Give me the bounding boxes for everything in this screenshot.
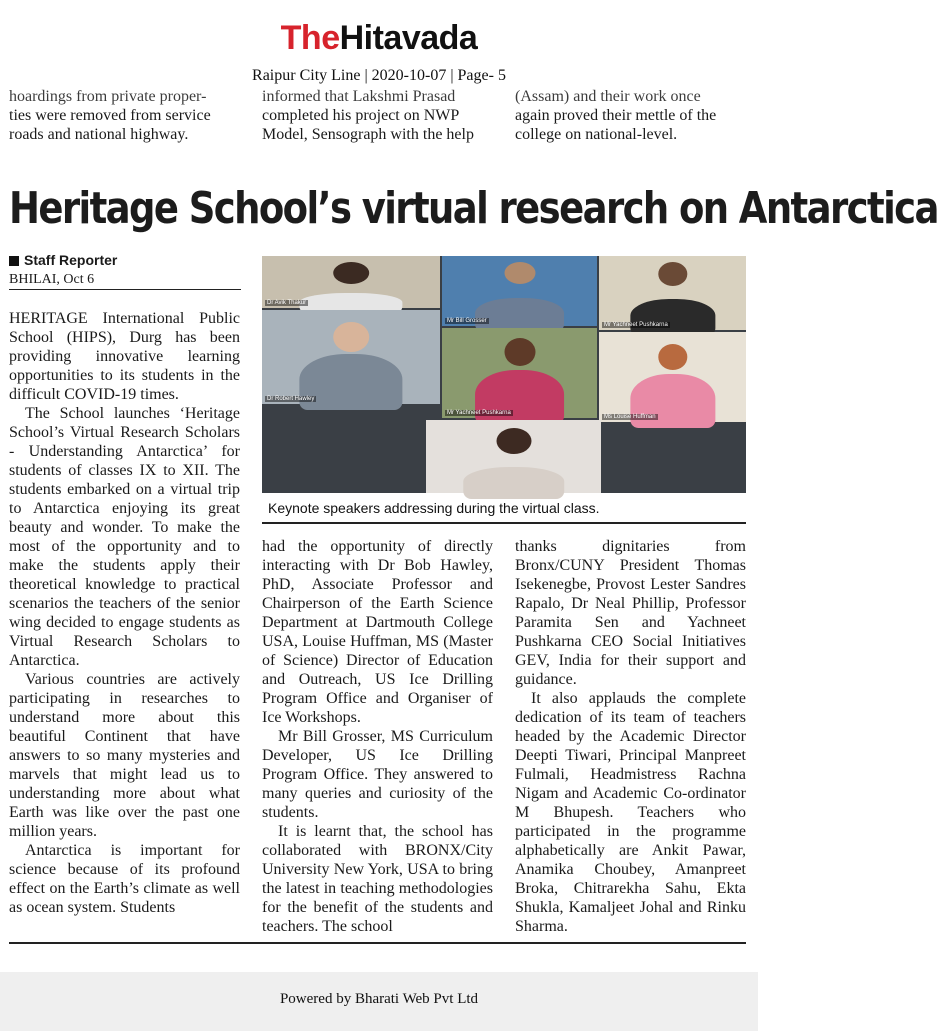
footer-bar: [0, 972, 758, 1031]
article-paragraph: thanks dignitaries from Bronx/CUNY President Thomas Isekenegbe, Provost Lester Sandres Rapalo, Dr Neal Phillip, Professor Paramita Sen and Yachneet Pushkarna CEO Social Initiatives GEV, India for their support and guidance.: [515, 538, 746, 688]
byline-text: Staff Reporter: [24, 252, 118, 268]
participant-body: [463, 467, 565, 499]
byline-square-icon: [9, 256, 19, 266]
previous-col3-line: again proved their mettle of the: [515, 107, 717, 124]
video-tile: [262, 256, 440, 308]
article-photo: [262, 256, 746, 493]
article-headline: Heritage School’s virtual research on Antarctica: [9, 183, 938, 234]
article-column-3: [515, 537, 746, 936]
edition-dateline: Raipur City Line | 2020-10-07 | Page- 5: [252, 67, 506, 84]
previous-col1-line: ties were removed from service: [9, 107, 211, 124]
article-bottom-rule: [9, 942, 746, 944]
masthead-logo: [0, 18, 758, 58]
participant-label: Mr Bill Grosser: [447, 318, 487, 324]
video-tile: [426, 420, 601, 493]
article-paragraph: Various countries are actively participating in researches to understand more about this beautiful Continent that have answers to so many mysteries and marvels that might lead us to understanding more about what Earth was like over the past one million years.: [9, 671, 240, 840]
masthead-the: The: [280, 19, 340, 57]
byline: [9, 252, 117, 268]
previous-col1-cut-line: hoardings from private proper-: [9, 88, 207, 105]
participant-body: [630, 299, 715, 336]
article-paragraph: had the opportunity of directly interacting with Dr Bob Hawley, PhD, Associate Professor and Chairperson of the Earth Science Department at Dartmouth College USA, Louise Huffman, MS (Master of Science) Director of Education and Outreach, US Ice Drilling Program Office and Organiser of Ice Workshops.: [262, 538, 493, 726]
article-paragraph: It also applauds the complete dedication of its team of teachers headed by the Academic Director Deepti Tiwari, Principal Manpreet Fulmali, Headmistress Rachna Nigam and Academic Co-ordinator M Bhupesh. Teachers who participated in the programme alphabetically are Ankit Pawar, Anamika Choubey, Amanpreet Broka, Chitrarekha Sahu, Ekta Shukla, Kamaljeet Johal and Rinku Sharma.: [515, 690, 746, 935]
video-tile: [599, 332, 746, 422]
previous-col3-line: college on national-level.: [515, 126, 678, 143]
participant-label: Mr Yachneet Pushkarna: [447, 410, 511, 416]
article-column-1: [9, 309, 240, 917]
participant-head: [658, 262, 687, 286]
participant-label: Dr Avik Thakur: [267, 300, 307, 306]
participant-head: [658, 344, 687, 370]
article-paragraph: Mr Bill Grosser, MS Curriculum Developer, US Ice Drilling Program Office. They answered to many queries and curiosity of the students.: [262, 728, 493, 821]
previous-col3-cut-line: (Assam) and their work once: [515, 88, 701, 105]
participant-label: Mr Yachneet Pushkarna: [604, 322, 668, 328]
video-tile: [262, 310, 440, 404]
footer-credit: Powered by Bharati Web Pvt Ltd: [279, 991, 479, 1007]
participant-body: [475, 298, 565, 332]
byline-rule: [9, 289, 241, 290]
participant-label: Ms Louise Huffman: [604, 414, 656, 420]
previous-col2-cut-line: informed that Lakshmi Prasad: [262, 88, 456, 105]
participant-label: Dr Robert Hawley: [267, 396, 315, 402]
article-column-2: [262, 537, 493, 936]
video-tile: [599, 256, 746, 330]
article-paragraph: Antarctica is important for science because of its profound effect on the Earth’s climate as well as ocean system. Students: [9, 842, 240, 916]
participant-head: [504, 262, 535, 284]
article-dateline: BHILAI, Oct 6: [9, 272, 95, 287]
participant-head: [504, 338, 535, 366]
caption-rule: [262, 522, 746, 524]
previous-article-col1: [9, 88, 241, 158]
participant-head: [496, 428, 531, 454]
article-paragraph: It is learnt that, the school has collaborated with BRONX/City University New York, USA to bring the latest in teaching methodologies for the benefit of the students and teachers. The school: [262, 823, 493, 935]
video-tile: [442, 256, 597, 326]
masthead-name: Hitavada: [339, 19, 478, 57]
previous-col2-line: completed his project on NWP: [262, 107, 460, 124]
video-tile: [442, 328, 597, 418]
previous-article-col3: [515, 88, 747, 158]
previous-col2-line: Model, Sensograph with the help: [262, 126, 474, 143]
article-paragraph: The School launches ‘Heritage School’s Virtual Research Scholars - Understanding Antarctica’ for students of classes IX to XII. The students embarked on a virtual trip to Antarctica enjoying its great beauty and wonder. To make the most of the opportunity and to make the students apply their theoretical knowledge to practical scenarios the teachers of the senior wing decided to engage students as Virtual Research Scholars to Antarctica.: [9, 405, 240, 669]
participant-head: [333, 322, 369, 352]
photo-caption: Keynote speakers addressing during the virtual class.: [268, 500, 600, 516]
previous-article-col2: [262, 88, 494, 158]
article-paragraph: HERITAGE International Public School (HIPS), Durg has been providing innovative learning opportunities to its students in the difficult COVID-19 times.: [9, 310, 240, 403]
previous-col1-line: roads and national highway.: [9, 126, 189, 143]
participant-head: [333, 262, 369, 284]
